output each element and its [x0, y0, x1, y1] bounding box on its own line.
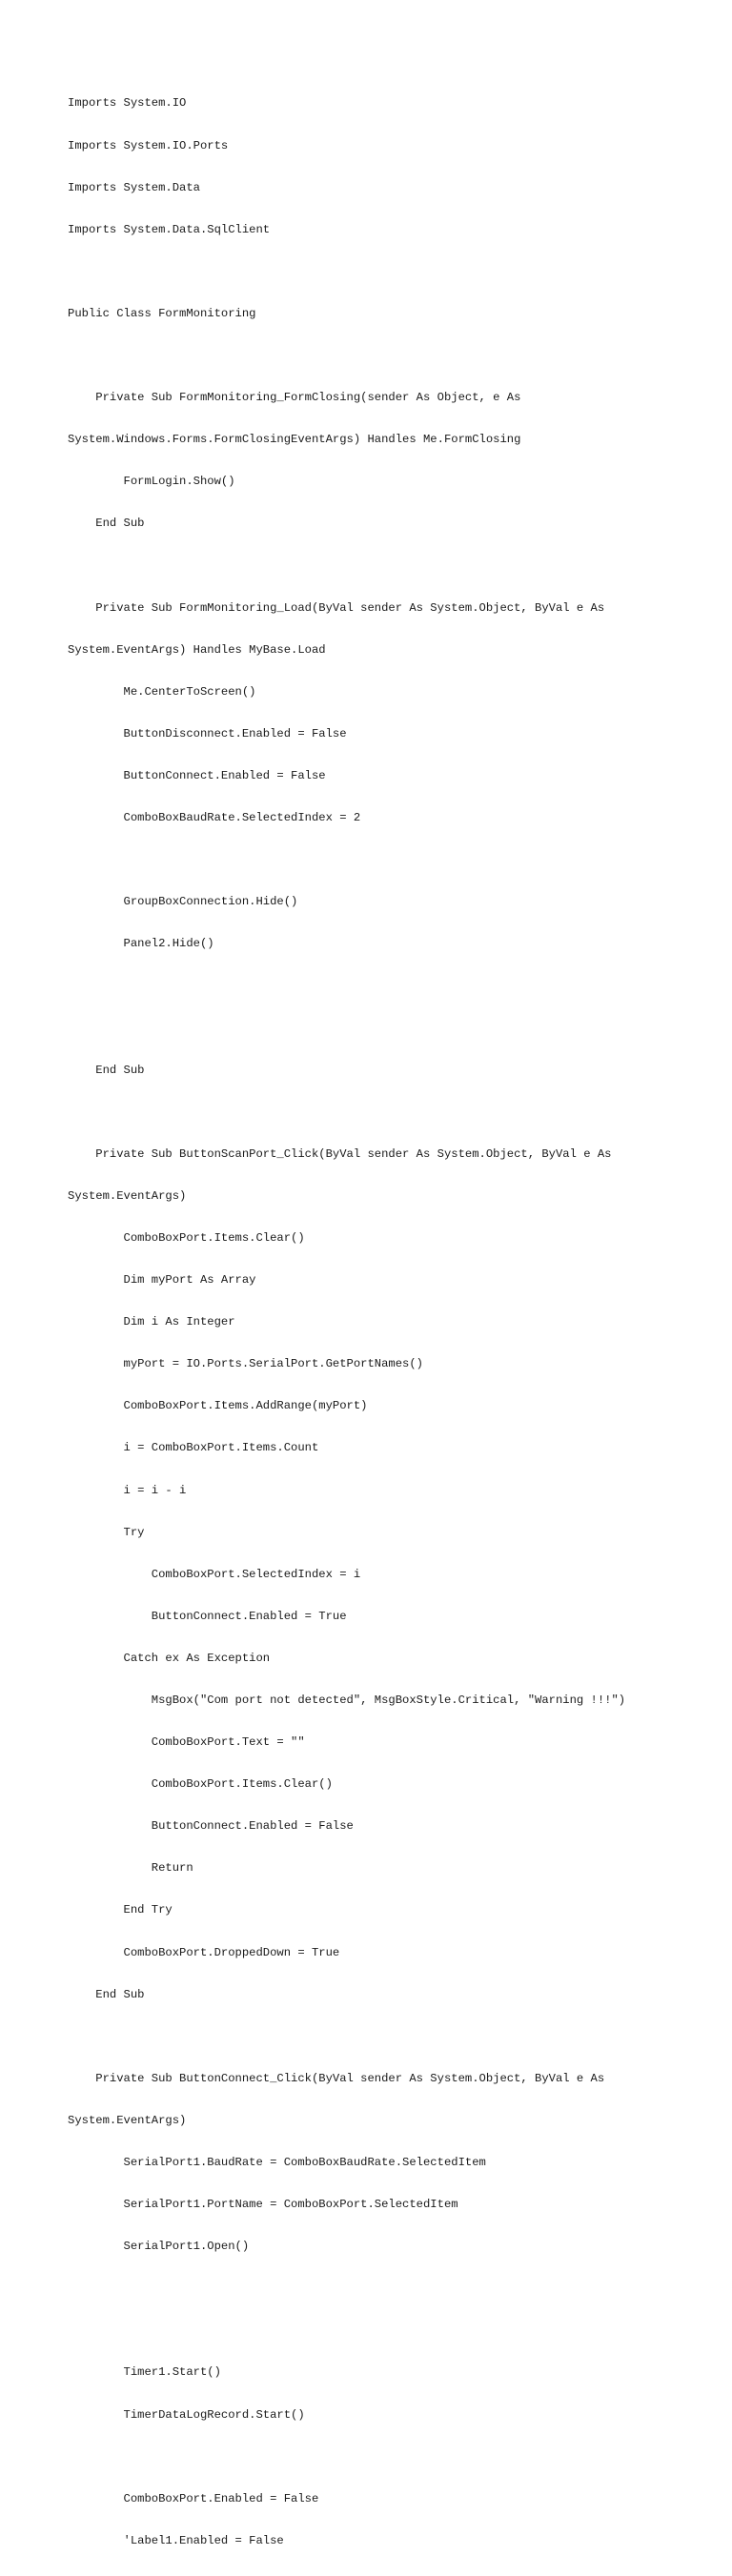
- code-line: ComboBoxBaudRate.SelectedIndex = 2: [68, 811, 361, 824]
- code-line: Return: [68, 1861, 193, 1876]
- code-block: [68, 69, 625, 2576]
- code-line: System.EventArgs): [68, 1188, 187, 1203]
- code-line: [68, 2030, 625, 2044]
- code-line: [68, 979, 625, 993]
- code-line: Imports System.Data.SqlClient: [68, 222, 271, 236]
- code-line: [68, 853, 625, 867]
- code-line: System.EventArgs) Handles MyBase.Load: [68, 642, 326, 657]
- code-line: Private Sub ButtonScanPort_Click(ByVal sender As System.Object, ByVal e As: [68, 1146, 612, 1161]
- code-line: Imports System.IO.Ports: [68, 138, 229, 152]
- code-line: i = i - i: [68, 1483, 187, 1497]
- code-line: ButtonConnect.Enabled = False: [68, 1819, 354, 1834]
- code-line: SerialPort1.Open(): [68, 2240, 250, 2254]
- code-line: FormLogin.Show(): [68, 475, 235, 489]
- code-line: [68, 2323, 625, 2338]
- code-line: [68, 1105, 625, 1120]
- code-line: [68, 349, 625, 363]
- code-line: Private Sub FormMonitoring_FormClosing(sender As Object, e As: [68, 391, 521, 405]
- code-line: Private Sub FormMonitoring_Load(ByVal sender As System.Object, ByVal e As: [68, 600, 605, 615]
- code-line: GroupBoxConnection.Hide(): [68, 895, 298, 909]
- code-line: ButtonConnect.Enabled = False: [68, 768, 326, 782]
- code-line: ComboBoxPort.Items.AddRange(myPort): [68, 1399, 368, 1413]
- code-line: System.EventArgs): [68, 2113, 187, 2127]
- code-line: System.Windows.Forms.FormClosingEventArgs) Handles Me.FormClosing: [68, 433, 521, 447]
- code-line: End Sub: [68, 1987, 145, 2001]
- code-line: Dim myPort As Array: [68, 1273, 256, 1288]
- code-line: Timer1.Start(): [68, 2365, 221, 2380]
- code-line: myPort = IO.Ports.SerialPort.GetPortNames(): [68, 1357, 423, 1371]
- code-line: ComboBoxPort.Items.Clear(): [68, 1777, 333, 1792]
- code-line: End Sub: [68, 517, 145, 531]
- code-line: ButtonConnect.Enabled = True: [68, 1609, 347, 1623]
- code-line: Imports System.Data: [68, 180, 200, 194]
- code-line: [68, 265, 625, 279]
- code-line: Private Sub ButtonConnect_Click(ByVal sender As System.Object, ByVal e As: [68, 2071, 605, 2085]
- code-line: TimerDataLogRecord.Start(): [68, 2407, 305, 2422]
- code-line: ComboBoxPort.Enabled = False: [68, 2491, 319, 2505]
- code-line: ComboBoxPort.Text = "": [68, 1735, 305, 1750]
- code-line: End Try: [68, 1903, 173, 1917]
- code-line: ComboBoxPort.DroppedDown = True: [68, 1945, 340, 1959]
- code-line: Panel2.Hide(): [68, 937, 214, 951]
- code-line: 'Label1.Enabled = False: [68, 2533, 284, 2547]
- code-line: ComboBoxPort.SelectedIndex = i: [68, 1567, 361, 1581]
- code-line: MsgBox("Com port not detected", MsgBoxStyle.Critical, "Warning !!!"): [68, 1693, 626, 1707]
- code-line: Imports System.IO: [68, 96, 187, 111]
- code-line: SerialPort1.BaudRate = ComboBoxBaudRate.SelectedItem: [68, 2156, 486, 2169]
- code-line: [68, 1021, 625, 1035]
- code-line: Me.CenterToScreen(): [68, 684, 256, 699]
- code-line: Dim i As Integer: [68, 1315, 235, 1329]
- code-line: [68, 558, 625, 573]
- code-line: Public Class FormMonitoring: [68, 306, 256, 320]
- code-line: Try: [68, 1525, 145, 1539]
- code-line: End Sub: [68, 1063, 145, 1077]
- code-line: [68, 2282, 625, 2296]
- code-line: ComboBoxPort.Items.Clear(): [68, 1230, 305, 1245]
- code-line: ButtonDisconnect.Enabled = False: [68, 726, 347, 740]
- code-line: [68, 2450, 625, 2464]
- code-line: SerialPort1.PortName = ComboBoxPort.SelectedItem: [68, 2198, 458, 2212]
- code-line: Catch ex As Exception: [68, 1651, 271, 1665]
- code-line: i = ComboBoxPort.Items.Count: [68, 1441, 319, 1455]
